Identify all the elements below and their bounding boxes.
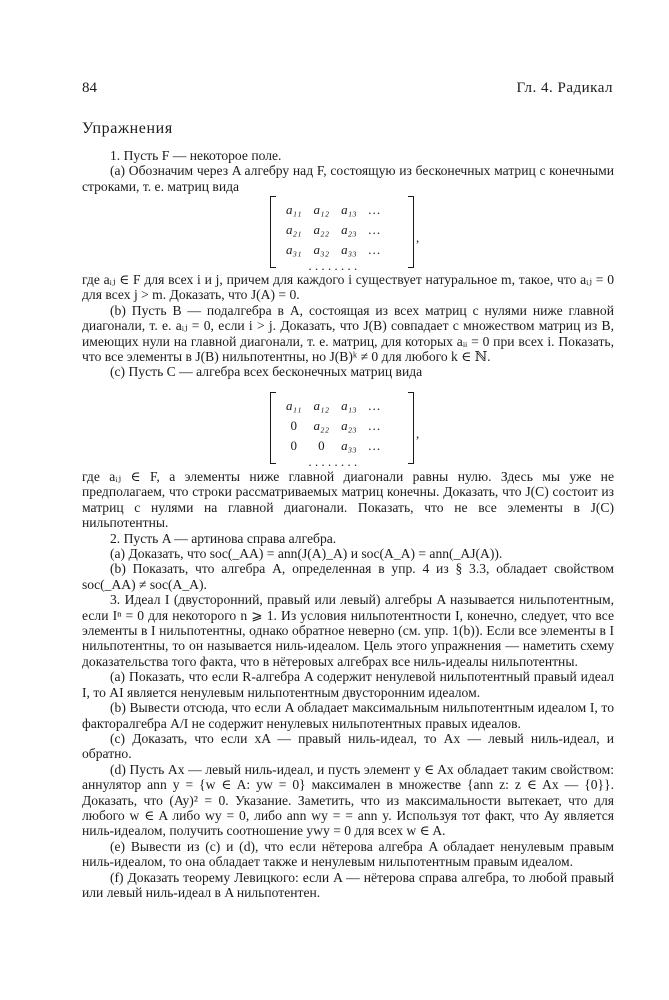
matrix-cell: a₂₃ (341, 222, 357, 237)
page-number: 84 (82, 80, 97, 96)
matrix-cell: a₂₃ (341, 418, 357, 433)
matrix-cell: … (368, 418, 381, 433)
matrix-cell: 0 (290, 418, 298, 433)
matrix-cell: 0 (290, 438, 298, 453)
matrix-cell: a₁₁ (286, 202, 302, 217)
matrix-entries (280, 200, 386, 272)
paragraph: (a) Доказать, что soc(_AA) = ann(J(A)_A) и soc(A_A) = ann(_AJ(A)). (110, 546, 503, 562)
exercise-1-intro (82, 148, 614, 194)
matrix-cell: a₁₂ (313, 398, 330, 413)
matrix-cell: a₂₁ (286, 222, 302, 237)
paragraph: где aᵢⱼ ∈ F, а элементы ниже главной диагонали равны нулю. Здесь мы уже не предполагаем, что строки рассматриваемых матриц конечны. Доказать, что J(C) состоит из матриц с нулями на главной диагонали. Показать, что не все элементы в J(C) нильпотентны. (82, 469, 614, 531)
matrix-cell: a₂₂ (313, 222, 330, 237)
paragraph: (a) Обозначим через A алгебру над F, состоящую из бесконечных матриц с конечными строками, т. е. матриц вида (82, 163, 614, 194)
paragraph: (b) Показать, что алгебра A, определенная в упр. 4 из § 3.3, обладает свойством soc(_AA) ≠ soc(A_A). (82, 561, 614, 592)
matrix-cell: a₃₁ (286, 242, 302, 257)
paragraph: (b) Вывести отсюда, что если A обладает максимальным нильпотентным идеалом I, то факторалгебра A/I не содержит ненулевых нильпотентных правых идеалов. (82, 700, 614, 731)
matrix-cell: a₁₁ (286, 398, 302, 413)
paragraph: 2. Пусть A — артинова справа алгебра. (110, 530, 337, 546)
matrix-right-bracket (408, 196, 414, 268)
paragraph: (a) Показать, что если R-алгебра A содержит ненулевой нильпотентный правый идеал I, то AI является ненулевым нильпотентным двусторонним идеалом. (82, 669, 614, 700)
matrix-cell: 0 (318, 438, 325, 453)
matrix-finite-rows (270, 196, 420, 273)
matrix-right-bracket (408, 392, 414, 464)
paragraph: 1. Пусть F — некоторое поле. (110, 148, 282, 163)
matrix-upper-triangular (270, 392, 420, 469)
matrix-comma: , (416, 426, 420, 441)
matrix-cell: a₁₂ (313, 202, 330, 217)
matrix-cell: a₁₃ (341, 398, 357, 413)
paragraph: (c) Доказать, что если xA — правый ниль-идеал, то Ax — левый ниль-идеал, и обратно. (82, 730, 614, 762)
matrix-cell: … (368, 222, 381, 237)
matrix-dots: . . . . . . . . (308, 454, 358, 469)
matrix-dots: . . . . . . . . (308, 258, 358, 273)
matrix-cell: a₃₃ (341, 242, 357, 257)
paragraph: 3. Идеал I (двусторонний, правый или левый) алгебры A называется нильпотентным, если Iⁿ = 0 для некоторого n ⩾ 1. Из условия нильпотентности I, конечно, следует, что все элементы в I нильпотентны, однако обратное неверно (см. упр. 1(b)). Если все элементы в I нильпотентны, то он называется ниль-идеалом. Цель этого упражнения — наметить схему доказательства того факта, что в нётеровых алгебрах все ниль-идеалы нильпотентны. (82, 592, 614, 669)
matrix-left-bracket (270, 392, 276, 464)
section-heading: Упражнения (82, 120, 173, 137)
matrix-cell: … (368, 398, 381, 413)
matrix-cell: … (368, 438, 381, 453)
exercises-2-3 (82, 469, 614, 900)
matrix-left-bracket (270, 196, 276, 268)
exercise-1-body (82, 272, 614, 380)
paragraph: (b) Пусть B — подалгебра в A, состоящая из всех матриц с нулями ниже главной диагонали, т. е. aᵢⱼ = 0, если i > j. Доказать, что J(B) совпадает с множеством матриц из B, имеющих нули на главной диагонали, т. е. матриц, для которых aᵢᵢ = 0 при всех i. Показать, что все элементы в J(B) нильпотентны, но J(B)ᵏ ≠ 0 для любого k ∈ ℕ. (82, 302, 614, 365)
matrix-cell: a₃₃ (341, 438, 357, 453)
paragraph: (d) Пусть Ax — левый ниль-идеал, и пусть элемент y ∈ Ax обладает таким свойством: аннулятор ann y = {w ∈ A: yw = 0} максимален в множестве {ann z: z ∈ Ax — {0}}. Доказать, что (Ay)² = 0. Указание. Заметить, что из максимальности вытекает, что для любого w ∈ A либо wy = 0, либо ann wy = = ann y. Используя тот факт, что Ay является ниль-идеалом, получить соотношение ywy = 0 для всех w ∈ A. (82, 761, 614, 839)
paragraph: (e) Вывести из (c) и (d), что если нётерова алгебра A обладает ненулевым правым ниль-идеалом, то она обладает также и ненулевым нильпотентным правым идеалом. (82, 838, 614, 870)
paragraph: (f) Доказать теорему Левицкого: если A — нётерова справа алгебра, то любой правый или левый ниль-идеал в A нильпотентен. (82, 869, 614, 900)
matrix-cell: a₁₃ (341, 202, 357, 217)
matrix-cell: a₃₂ (313, 242, 330, 257)
matrix-cell: a₂₂ (313, 418, 330, 433)
paragraph: где aᵢⱼ ∈ F для всех i и j, причем для каждого i существует натуральное m, такое, что aᵢⱼ = 0 для всех j > m. Доказать, что J(A) = 0. (82, 272, 614, 303)
matrix-comma: , (416, 230, 420, 245)
running-title: Гл. 4. Радикал (516, 80, 613, 96)
paragraph: (c) Пусть C — алгебра всех бесконечных матриц вида (110, 364, 423, 380)
matrix-cell: … (368, 202, 381, 217)
matrix-entries (280, 396, 386, 468)
matrix-cell: … (368, 242, 381, 257)
